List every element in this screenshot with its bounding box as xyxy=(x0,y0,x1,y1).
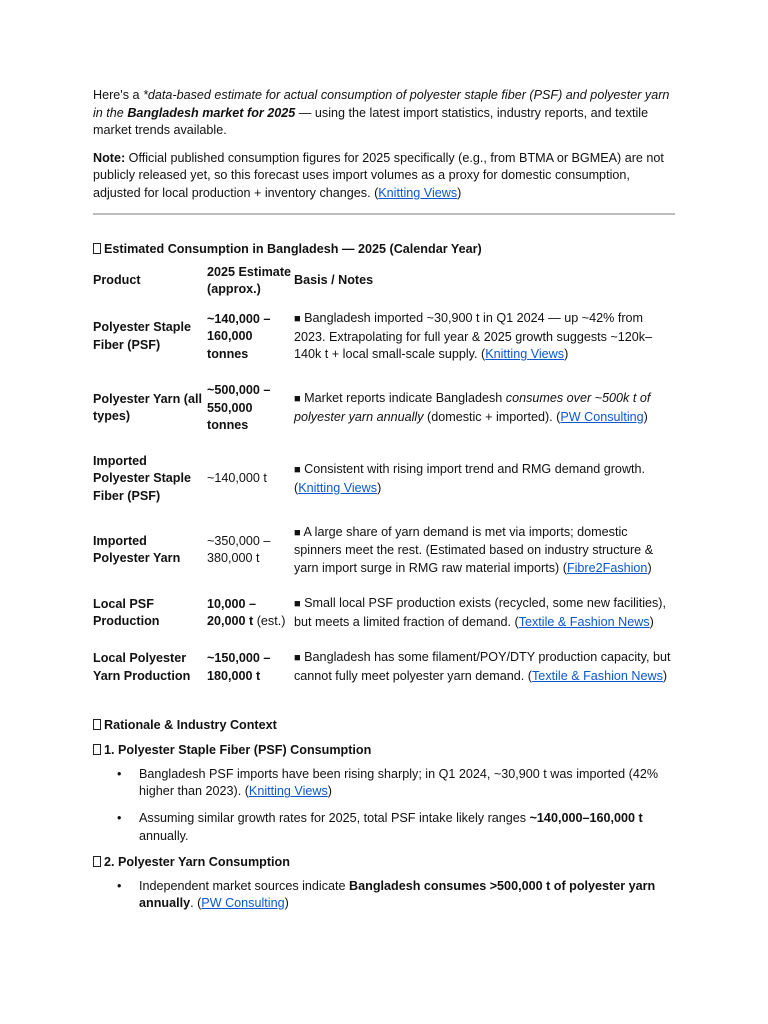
table-row xyxy=(93,373,675,444)
notes-text-end: (domestic + imported). ( xyxy=(423,409,561,424)
missing-glyph-icon xyxy=(93,744,101,755)
estimate-value: 10,000 – 20,000 t xyxy=(207,596,257,629)
close-paren: ) xyxy=(649,614,654,629)
document-body xyxy=(93,87,675,922)
subheading-text: 1. Polyester Staple Fiber (PSF) Consumption xyxy=(104,743,372,758)
table-row xyxy=(93,515,675,587)
list-item xyxy=(139,810,675,845)
list-item-text: Bangladesh PSF imports have been rising sharply; in Q1 2024, ~30,900 t was imported (42% higher than 2023). ( xyxy=(139,766,659,799)
cell-estimate: ~350,000 – 380,000 t xyxy=(207,533,271,566)
close-paren: ) xyxy=(643,409,648,424)
consumption-table xyxy=(93,261,675,695)
header-notes: Basis / Notes xyxy=(294,273,374,288)
cell-product: Local Polyester Yarn Production xyxy=(93,650,191,683)
square-bullet-icon: ■ xyxy=(294,652,301,665)
section-heading-rationale xyxy=(93,717,675,735)
note-paragraph xyxy=(93,150,675,203)
cell-product: Polyester Yarn (all types) xyxy=(93,391,202,424)
notes-text: Bangladesh imported ~30,900 t in Q1 2024 — up ~42% from 2023. Extrapolating for full year & 2025 growth suggests ~120k–140k t + local small-scale supply. ( xyxy=(294,311,653,362)
cell-estimate xyxy=(207,640,294,694)
section-heading-consumption xyxy=(93,241,675,259)
square-bullet-icon: ■ xyxy=(294,464,301,477)
cell-notes xyxy=(294,586,675,640)
header-product: Product xyxy=(93,273,141,288)
table-row xyxy=(93,301,675,373)
cell-product: Imported Polyester Yarn xyxy=(93,533,181,566)
notes-text: A large share of yarn demand is met via imports; domestic spinners meet the rest. (Estimated based on industry structure & yarn import surge in RMG raw material imports) ( xyxy=(294,524,654,575)
close-paren: ) xyxy=(284,896,289,911)
source-link[interactable]: PW Consulting xyxy=(201,896,285,911)
section-heading-text: Rationale & Industry Context xyxy=(104,717,277,732)
close-paren: ) xyxy=(327,784,332,799)
source-link[interactable]: Knitting Views xyxy=(298,480,378,495)
intro-text: Here's a xyxy=(93,88,143,102)
cell-estimate xyxy=(207,586,294,640)
list-item-text-end: . ( xyxy=(190,896,202,911)
close-paren: ) xyxy=(647,560,652,575)
cell-estimate xyxy=(207,301,294,373)
close-paren: ) xyxy=(377,480,382,495)
estimate-value: ~140,000 – 160,000 tonnes xyxy=(207,311,271,361)
note-close-paren: ) xyxy=(457,185,462,200)
intro-bold-italic-text: Bangladesh market for 2025 xyxy=(127,105,296,120)
notes-italic-text: consumes over ~500k t of polyester yarn annually xyxy=(294,391,651,424)
yarn-bullet-list xyxy=(93,878,675,913)
notes-text: Bangladesh has some filament/POY/DTY production capacity, but cannot fully meet polyester yarn demand. ( xyxy=(294,650,671,684)
missing-glyph-icon xyxy=(93,719,101,730)
cell-estimate xyxy=(207,373,294,444)
square-bullet-icon: ■ xyxy=(294,598,301,611)
source-link[interactable]: Textile & Fashion News xyxy=(532,669,663,684)
subheading-yarn xyxy=(93,854,675,872)
intro-paragraph xyxy=(93,87,675,140)
section-divider xyxy=(93,213,675,215)
table-row xyxy=(93,640,675,694)
cell-notes xyxy=(294,373,675,444)
section-heading-text: Estimated Consumption in Bangladesh — 2025 (Calendar Year) xyxy=(104,241,482,256)
cell-product: Polyester Staple Fiber (PSF) xyxy=(93,320,191,353)
table-row xyxy=(93,586,675,640)
table-row xyxy=(93,444,675,515)
intro-text-end: — using the latest import statistics, industry reports, and textile market trends available. xyxy=(93,105,649,138)
estimate-value: ~150,000 – 180,000 t xyxy=(207,650,271,683)
notes-text: Small local PSF production exists (recycled, some new facilities), but meets a limited fraction of demand. ( xyxy=(294,596,667,629)
list-item-text-end: annually. xyxy=(139,828,189,843)
cell-notes xyxy=(294,301,675,373)
spacer xyxy=(93,695,675,717)
intro-italic-text: *data-based estimate for actual consumption of polyester staple fiber (PSF) and polyester yarn in the xyxy=(93,88,670,120)
cell-product: Imported Polyester Staple Fiber (PSF) xyxy=(93,453,191,503)
source-link[interactable]: PW Consulting xyxy=(560,409,644,424)
square-bullet-icon: ■ xyxy=(294,313,301,326)
list-item-bold-text: ~140,000–160,000 t xyxy=(529,811,643,826)
square-bullet-icon: ■ xyxy=(294,393,301,406)
cell-product: Local PSF Production xyxy=(93,596,160,629)
note-source-link[interactable]: Knitting Views xyxy=(378,185,458,200)
list-item xyxy=(139,766,675,801)
table-header-row xyxy=(93,261,675,301)
subheading-psf xyxy=(93,742,675,760)
close-paren: ) xyxy=(662,669,668,684)
psf-bullet-list xyxy=(93,766,675,845)
source-link[interactable]: Fibre2Fashion xyxy=(566,560,648,575)
subheading-text: 2. Polyester Yarn Consumption xyxy=(104,855,290,870)
square-bullet-icon: ■ xyxy=(294,526,301,539)
cell-notes xyxy=(294,444,675,515)
notes-text: Consistent with rising import trend and RMG demand growth. ( xyxy=(294,462,646,495)
notes-text: Market reports indicate Bangladesh xyxy=(300,391,506,406)
list-item xyxy=(139,878,675,913)
cell-estimate: ~140,000 t xyxy=(207,471,267,486)
source-link[interactable]: Knitting Views xyxy=(248,784,328,799)
list-item-text: Independent market sources indicate xyxy=(139,878,350,893)
missing-glyph-icon xyxy=(93,856,101,867)
note-label: Note: xyxy=(93,150,126,165)
source-link[interactable]: Knitting Views xyxy=(485,347,565,362)
close-paren: ) xyxy=(564,347,569,362)
estimate-qualifier: (est.) xyxy=(253,614,286,629)
source-link[interactable]: Textile & Fashion News xyxy=(518,614,650,629)
list-item-text: Assuming similar growth rates for 2025, total PSF intake likely ranges xyxy=(139,811,530,826)
header-estimate: 2025 Estimate (approx.) xyxy=(207,264,292,297)
cell-notes xyxy=(294,640,675,694)
estimate-value: ~500,000 – 550,000 tonnes xyxy=(207,382,271,433)
list-item-bold-text: Bangladesh consumes >500,000 t of polyester yarn annually xyxy=(139,878,656,911)
note-text: Official published consumption figures for 2025 specifically (e.g., from BTMA or BGMEA) are not publicly released yet, so this forecast uses import volumes as a proxy for domestic consumption, adjusted for local production + inventory changes. ( xyxy=(93,150,664,200)
cell-notes xyxy=(294,515,675,587)
missing-glyph-icon xyxy=(93,243,101,254)
